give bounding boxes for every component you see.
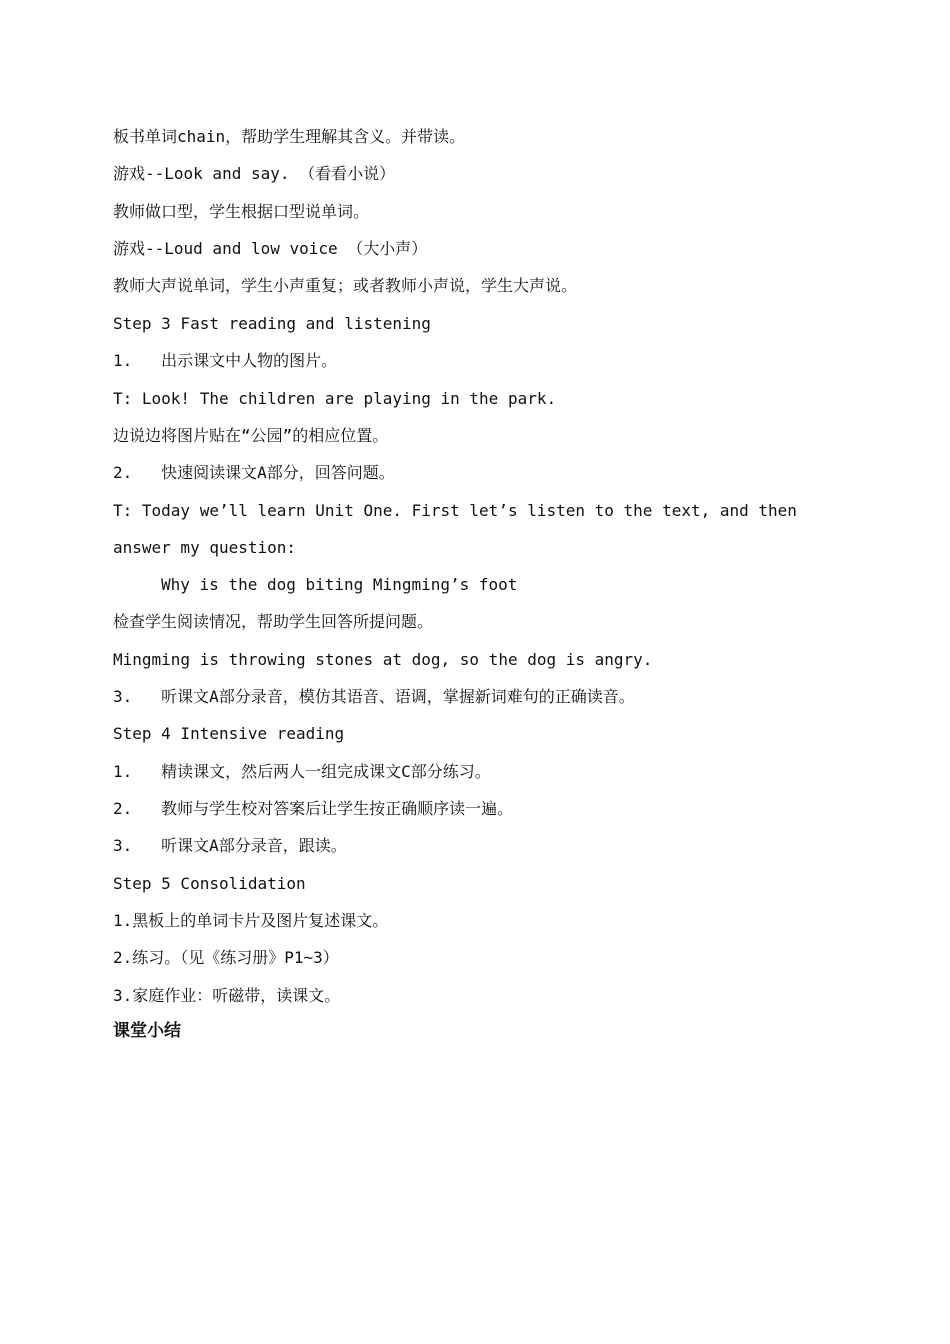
section-heading: 课堂小结 bbox=[113, 1021, 181, 1041]
text-line: 检查学生阅读情况，帮助学生回答所提问题。 bbox=[113, 612, 434, 631]
text-line: 1. 精读课文，然后两人一组完成课文C部分练习。 bbox=[113, 762, 491, 781]
text-line: 2. 教师与学生校对答案后让学生按正确顺序读一遍。 bbox=[113, 799, 514, 818]
text-line: 2. 快速阅读课文A部分，回答问题。 bbox=[113, 463, 395, 482]
text-line: 2.练习。（见《练习册》P1~3） bbox=[113, 948, 339, 967]
text-line: 教师做口型，学生根据口型说单词。 bbox=[113, 202, 370, 221]
text-line: answer my question: bbox=[113, 538, 297, 557]
step-heading: Step 5 Consolidation bbox=[113, 874, 306, 893]
text-line: 1.黑板上的单词卡片及图片复述课文。 bbox=[113, 911, 389, 930]
text-line: 3. 听课文A部分录音，跟读。 bbox=[113, 836, 347, 855]
text-line: Mingming is throwing stones at dog, so the dog is angry. bbox=[113, 650, 653, 669]
text-line: 教师大声说单词，学生小声重复；或者教师小声说，学生大声说。 bbox=[113, 276, 578, 295]
text-line: T: Today we’ll learn Unit One. First let’s listen to the text, and then bbox=[113, 501, 797, 520]
text-line: T: Look! The children are playing in the park. bbox=[113, 389, 557, 408]
text-line: 游戏--Loud and low voice （大小声） bbox=[113, 239, 428, 258]
text-line: 边说边将图片贴在“公园”的相应位置。 bbox=[113, 426, 389, 445]
step-heading: Step 4 Intensive reading bbox=[113, 724, 345, 743]
question-line: Why is the dog biting Mingming’s foot bbox=[161, 575, 518, 594]
text-line: 3. 听课文A部分录音，模仿其语音、语调，掌握新词难句的正确读音。 bbox=[113, 687, 635, 706]
text-line: 板书单词chain，帮助学生理解其含义。并带读。 bbox=[113, 127, 466, 146]
text-line: 游戏--Look and say. （看看小说） bbox=[113, 164, 396, 183]
text-line: 3.家庭作业：听磁带，读课文。 bbox=[113, 986, 341, 1005]
text-line: 1. 出示课文中人物的图片。 bbox=[113, 351, 338, 370]
step-heading: Step 3 Fast reading and listening bbox=[113, 314, 431, 333]
